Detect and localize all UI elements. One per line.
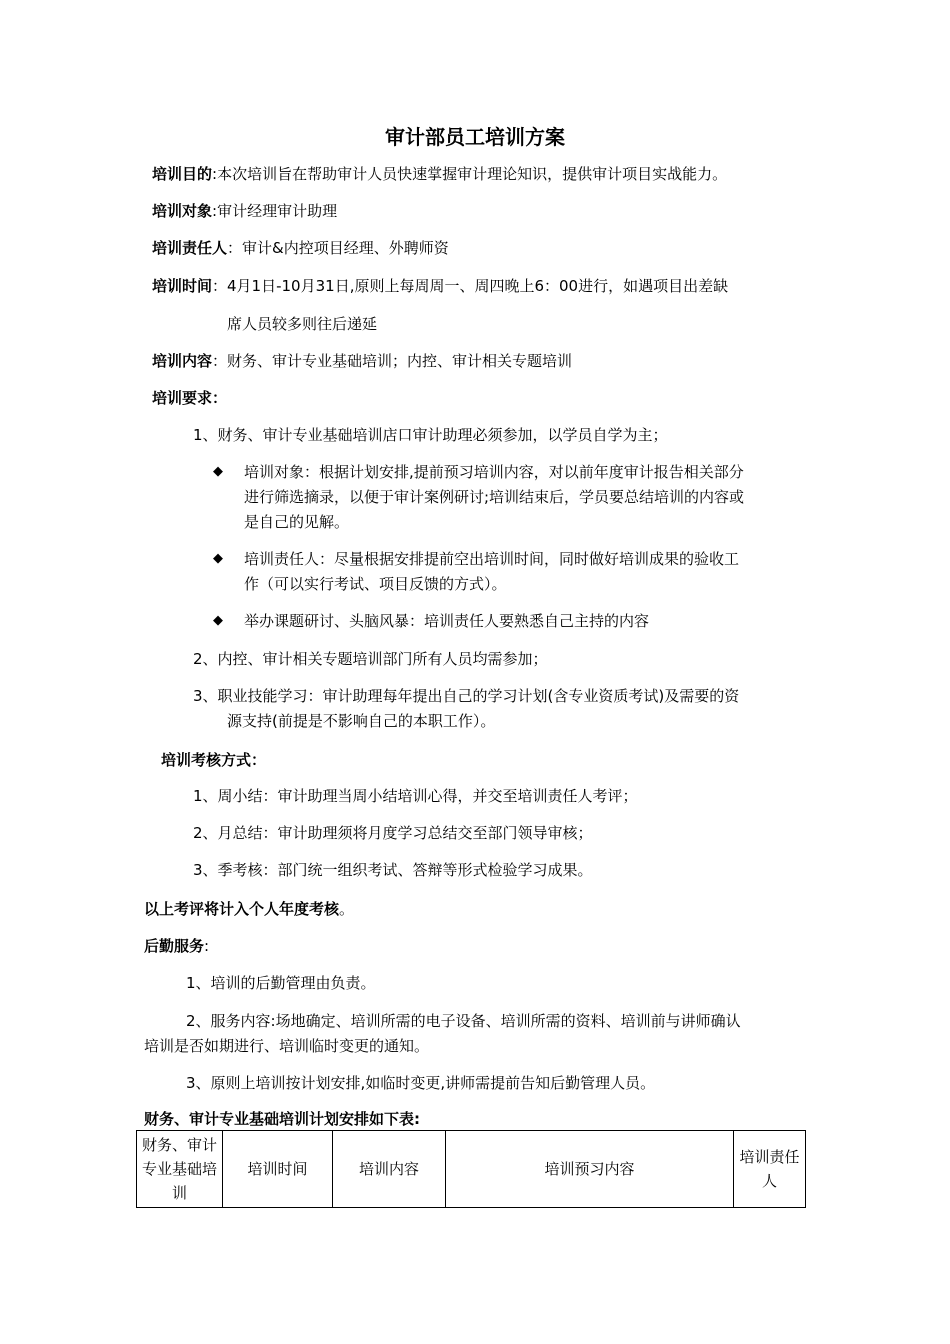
responsible-label: 培训责任人	[152, 239, 228, 257]
bullet-1-line-3: 是自己的见解。	[244, 513, 350, 531]
logistics-item-2-line-1: 2、服务内容:场地确定、培训所需的电子设备、培训所需的资料、培训前与讲师确认	[186, 1012, 741, 1030]
responsible-text: ：审计&内控项目经理、外聘师资	[227, 239, 449, 257]
content-label: 培训内容	[152, 352, 213, 370]
logistics-item-2-line-2: 培训是否如期进行、培训临时变更的通知。	[144, 1037, 430, 1055]
requirement-item-1: 1、财务、审计专业基础培训店口审计助理必须参加，以学员自学为主；	[193, 426, 668, 444]
assessment-item-3: 3、季考核：部门统一组织考试、答辩等形式检验学习成果。	[193, 861, 593, 879]
logistics-label: 后勤服务	[144, 937, 205, 955]
table-header-cell: 培训预习内容	[446, 1131, 734, 1208]
summary-bold: 以上考评将计入个人年度考核	[144, 900, 340, 918]
summary-tail: 。	[339, 900, 355, 918]
logistics-item-3: 3、原则上培训按计划安排,如临时变更,讲师需提前告知后勤管理人员。	[186, 1074, 656, 1092]
target-text: :审计经理审计助理	[212, 202, 338, 220]
purpose-line	[152, 164, 727, 184]
logistics-item-1: 1、培训的后勤管理由负责。	[186, 974, 376, 992]
time-line-2: 席人员较多则往后递延	[227, 315, 378, 333]
bullet-2-line-2: 作（可以实行考试、项目反馈的方式）。	[244, 575, 507, 593]
assessment-heading: 培训考核方式：	[161, 751, 267, 769]
purpose-text: :本次培训旨在帮助审计人员快速掌握审计理论知识，提供审计项目实战能力。	[212, 165, 728, 183]
time-line	[152, 276, 728, 296]
assessment-item-1: 1、周小结：审计助理当周小结培训心得，并交至培训责任人考评；	[193, 787, 638, 805]
logistics-colon: :	[204, 937, 210, 955]
table-header-cell: 培训内容	[333, 1131, 446, 1208]
requirement-item-2: 2、内控、审计相关专题培训部门所有人员均需参加；	[193, 650, 548, 668]
time-label: 培训时间	[152, 277, 213, 295]
logistics-heading	[144, 936, 209, 956]
page-title: 审计部员工培训方案	[385, 125, 565, 149]
summary-line	[144, 899, 354, 919]
table-header-cell: 财务、审计专业基础培训	[137, 1131, 223, 1208]
requirement-item-3-line-2: 源支持(前提是不影响自己的本职工作）。	[227, 712, 496, 730]
target-line	[152, 201, 337, 221]
target-label: 培训对象	[152, 202, 213, 220]
bullet-1-line-2: 进行筛选摘录，以便于审计案例研讨;培训结束后，学员要总结培训的内容或	[244, 488, 745, 506]
requirements-heading: 培训要求：	[152, 389, 228, 407]
content-line	[152, 351, 572, 371]
requirement-item-3-line-1: 3、职业技能学习：审计助理每年提出自己的学习计划(含专业资质考试)及需要的资	[193, 687, 740, 705]
training-plan-table	[136, 1130, 806, 1208]
table-header-cell: 培训责任人	[734, 1131, 806, 1208]
content-text: ：财务、审计专业基础培训；内控、审计相关专题培训	[212, 352, 573, 370]
table-header-cell: 培训时间	[223, 1131, 333, 1208]
diamond-bullet-icon: ◆	[213, 551, 223, 566]
responsible-line	[152, 238, 449, 258]
table-header-row	[137, 1131, 806, 1208]
bullet-2-line-1: 培训责任人：尽量根据安排提前空出培训时间，同时做好培训成果的验收工	[244, 550, 740, 568]
assessment-item-2: 2、月总结：审计助理须将月度学习总结交至部门领导审核；	[193, 824, 593, 842]
time-text: ：4月1日-10月31日,原则上每周周一、周四晚上6：00进行，如遇项目出差缺	[212, 277, 729, 295]
diamond-bullet-icon: ◆	[213, 464, 223, 479]
purpose-label: 培训目的	[152, 165, 213, 183]
table-caption: 财务、审计专业基础培训计划安排如下表:	[144, 1110, 421, 1128]
bullet-3-line: 举办课题研讨、头脑风暴：培训责任人要熟悉自己主持的内容	[244, 612, 650, 630]
bullet-1-line-1: 培训对象：根据计划安排,提前预习培训内容，对以前年度审计报告相关部分	[244, 463, 744, 481]
diamond-bullet-icon: ◆	[213, 613, 223, 628]
